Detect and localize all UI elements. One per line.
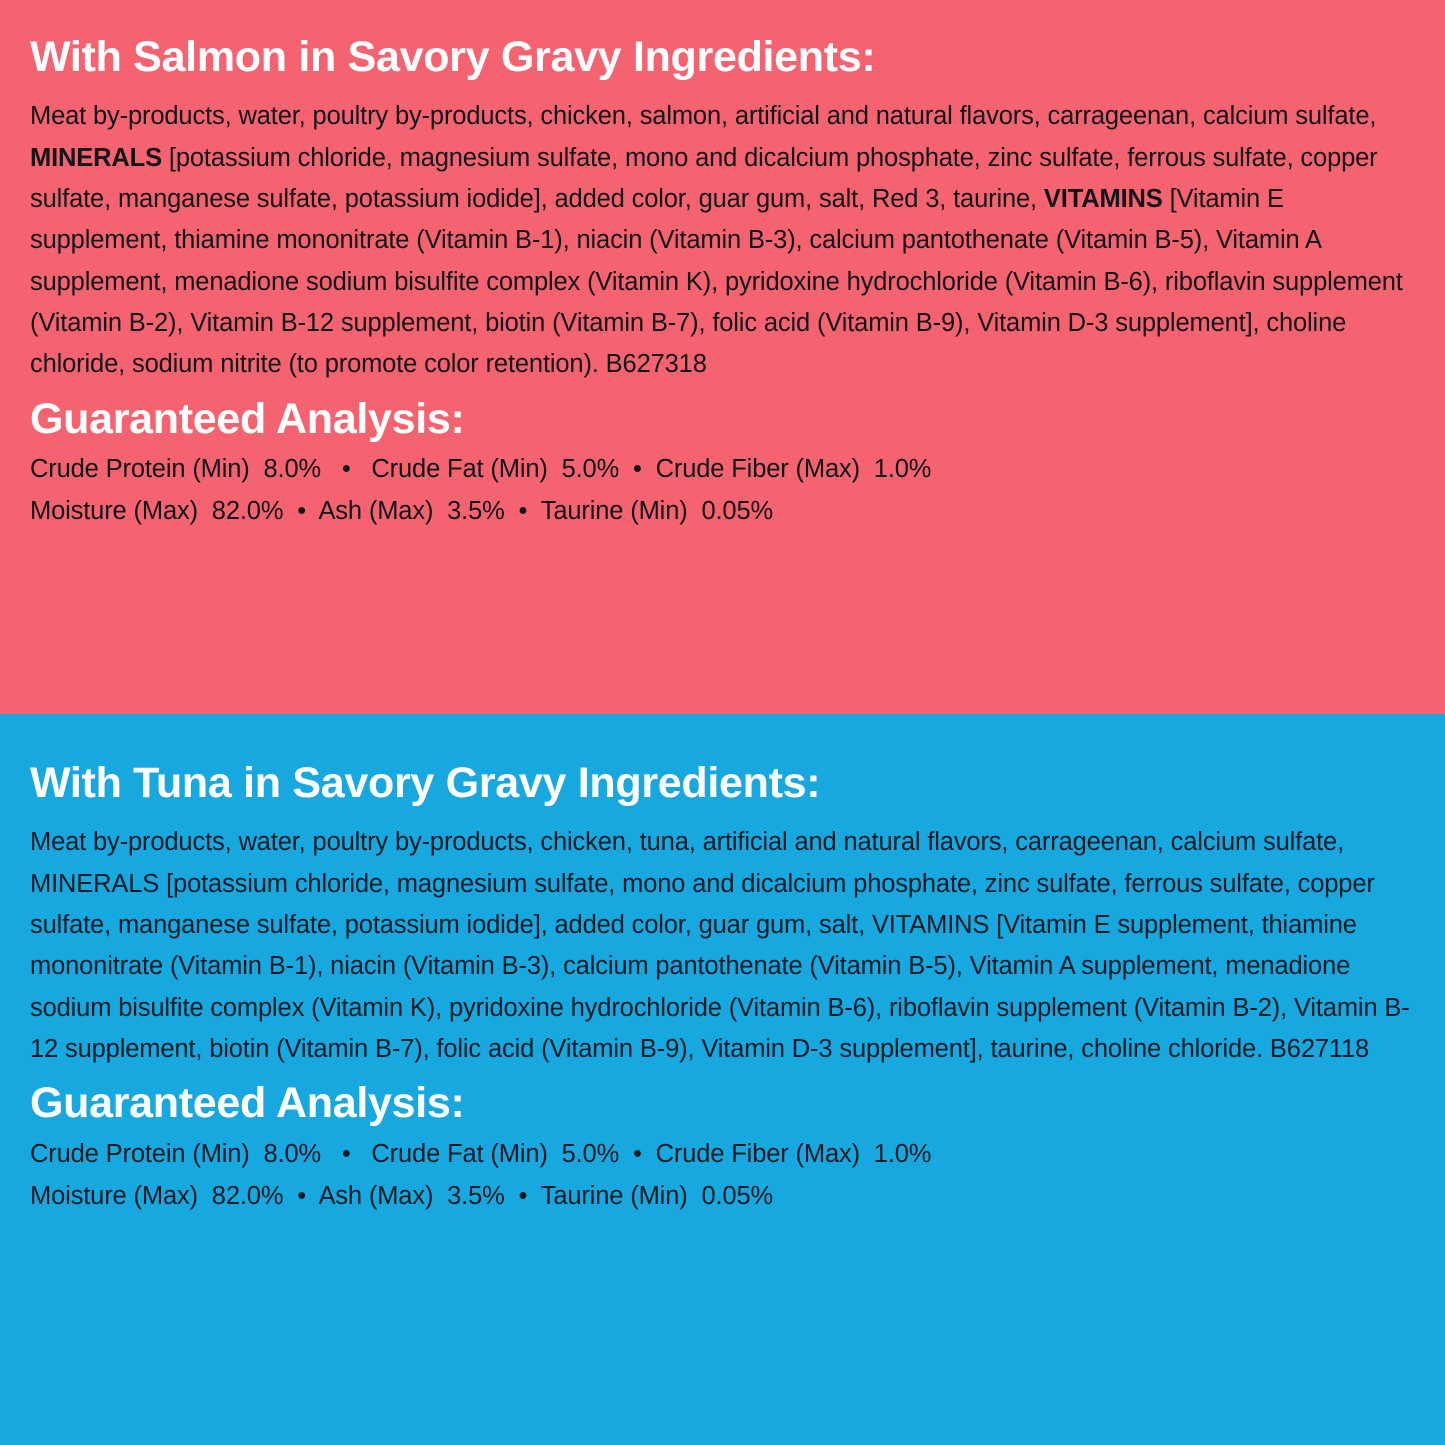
salmon-ingredients-part2: [potassium chloride, magnesium sulfate, mono and dicalcium phosphate, zinc sulfate, ferrous sulfate, copper sulfate, manganese sulfate, potassium iodide], added color, guar gum, salt, Red 3, taurine, [30, 143, 1378, 214]
salmon-minerals-label: MINERALS [30, 143, 162, 172]
salmon-guaranteed-analysis-heading: Guaranteed Analysis: [30, 394, 465, 443]
salmon-ingredients-heading: With Salmon in Savory Gravy Ingredients: [30, 33, 876, 81]
salmon-analysis-line-1: Crude Protein (Min) 8.0% • Crude Fat (Min) 5.0% • Crude Fiber (Max) 1.0% [30, 454, 932, 483]
salmon-recipe-panel [0, 0, 1445, 714]
tuna-analysis-line-2: Moisture (Max) 82.0% • Ash (Max) 3.5% • Taurine (Min) 0.05% [30, 1181, 773, 1210]
salmon-ingredients-text [30, 96, 1415, 385]
tuna-recipe-panel [0, 714, 1445, 1445]
tuna-ingredients-text: Meat by-products, water, poultry by-products, chicken, tuna, artificial and natural flavors, carrageenan, calcium sulfate, MINERALS [potassium chloride, magnesium sulfate, mono and dicalcium phosphate, zinc sulfate, ferrous sulfate, copper sulfate, manganese sulfate, potassium iodide], added color, guar gum, salt, VITAMINS [Vitamin E supplement, thiamine mononitrate (Vitamin B-1), niacin (Vitamin B-3), calcium pantothenate (Vitamin B-5), Vitamin A supplement, menadione sodium bisulfite complex (Vitamin K), pyridoxine hydrochloride (Vitamin B-6), riboflavin supplement (Vitamin B-2), Vitamin B-12 supplement, biotin (Vitamin B-7), folic acid (Vitamin B-9), Vitamin D-3 supplement], taurine, choline chloride. B627118 [30, 828, 1410, 1063]
tuna-guaranteed-analysis-heading: Guaranteed Analysis: [30, 1079, 465, 1128]
tuna-analysis-line-1: Crude Protein (Min) 8.0% • Crude Fat (Min) 5.0% • Crude Fiber (Max) 1.0% [30, 1139, 932, 1168]
salmon-analysis-line-2: Moisture (Max) 82.0% • Ash (Max) 3.5% • Taurine (Min) 0.05% [30, 497, 773, 526]
tuna-ingredients-heading: With Tuna in Savory Gravy Ingredients: [30, 759, 821, 807]
salmon-ingredients-part3: [Vitamin E supplement, thiamine mononitrate (Vitamin B-1), niacin (Vitamin B-3), calcium pantothenate (Vitamin B-5), Vitamin A supplement, menadione sodium bisulfite complex (Vitamin K), pyridoxine hydrochloride (Vitamin B-6), riboflavin supplement (Vitamin B-2), Vitamin B-12 supplement, biotin (Vitamin B-7), folic acid (Vitamin B-9), Vitamin D-3 supplement], choline chloride, sodium nitrite (to promote color retention). B627318 [30, 185, 1403, 379]
salmon-ingredients-part1: Meat by-products, water, poultry by-products, chicken, salmon, artificial and natural flavors, carrageenan, calcium sulfate, [30, 102, 1377, 131]
salmon-vitamins-label: VITAMINS [1043, 185, 1163, 214]
